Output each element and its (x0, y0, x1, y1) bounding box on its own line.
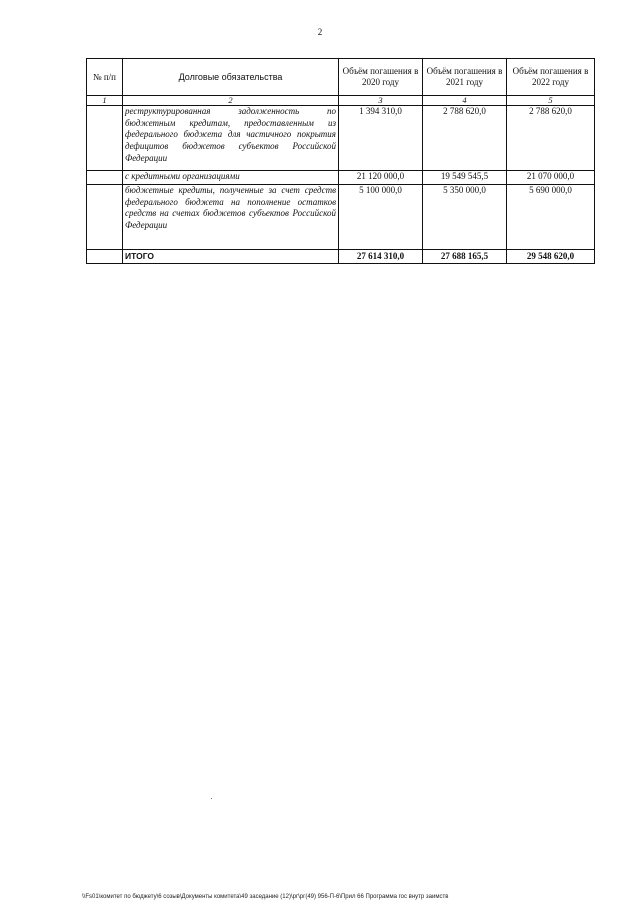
row-num (87, 171, 123, 185)
total-num (87, 250, 123, 264)
total-2022: 29 548 620,0 (507, 250, 595, 264)
row-2022: 2 788 620,0 (507, 106, 595, 171)
scan-speck (211, 798, 212, 799)
header-2020: Объём погашения в 2020 году (339, 59, 423, 96)
table-row (87, 171, 595, 185)
header-2021: Объём погашения в 2021 году (423, 59, 507, 96)
row-2021: 5 350 000,0 (423, 185, 507, 250)
table-row (87, 106, 595, 171)
row-2020: 5 100 000,0 (339, 185, 423, 250)
index-cell: 5 (507, 96, 595, 106)
footer-file-path: \\Fs01\комитет по бюджету\6 созыв\Документы комитета\49 заседание (12)\рг\рг(49) 956-П-6\Прил 66 Программа гос внутр заимств (82, 894, 449, 900)
row-num (87, 185, 123, 250)
row-obligation: реструктурированная задолженность по бюджетным кредитам, предоставленным из федерального бюджета для частичного покрытия дефицитов бюджетов субъектов Российской Федерации (123, 106, 339, 171)
total-label: ИТОГО (123, 250, 339, 264)
total-2021: 27 688 165,5 (423, 250, 507, 264)
row-2020: 21 120 000,0 (339, 171, 423, 185)
row-2021: 19 549 545,5 (423, 171, 507, 185)
index-cell: 3 (339, 96, 423, 106)
page-number: 2 (317, 27, 323, 37)
row-obligation: бюджетные кредиты, полученные за счет средств федерального бюджета на пополнение остатков средств на счетах бюджетов субъектов Российской Федерации (123, 185, 339, 250)
row-2020: 1 394 310,0 (339, 106, 423, 171)
header-num: № п/п (87, 59, 123, 96)
row-obligation: с кредитными организациями (123, 171, 339, 185)
row-2021: 2 788 620,0 (423, 106, 507, 171)
header-row (87, 59, 595, 96)
column-index-row (87, 96, 595, 106)
total-row (87, 250, 595, 264)
total-2020: 27 614 310,0 (339, 250, 423, 264)
row-2022: 21 070 000,0 (507, 171, 595, 185)
index-cell: 1 (87, 96, 123, 106)
index-cell: 2 (123, 96, 339, 106)
header-obligations: Долговые обязательства (123, 59, 339, 96)
header-2022: Объём погашения в 2022 году (507, 59, 595, 96)
index-cell: 4 (423, 96, 507, 106)
row-num (87, 106, 123, 171)
table-row (87, 185, 595, 250)
row-2022: 5 690 000,0 (507, 185, 595, 250)
debt-obligations-table (86, 58, 595, 264)
